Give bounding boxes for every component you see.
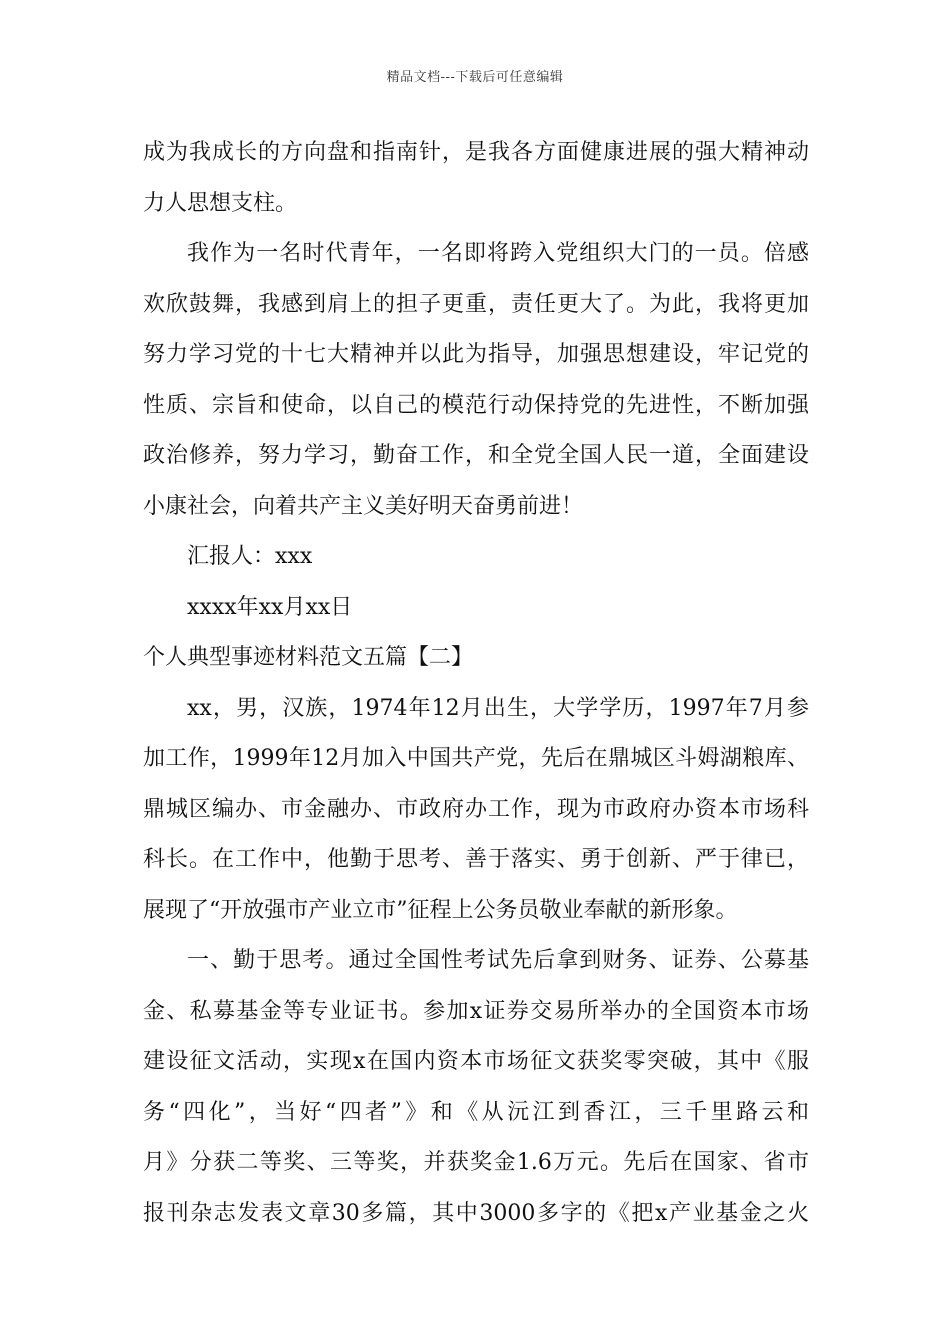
body-line: xx，男，汉族，1974年12月出生，大学学历，1997年7月参 [187, 695, 809, 721]
document-body [143, 128, 809, 1239]
signature-reporter: 汇报人：xxx [187, 544, 313, 569]
section-heading: 个人典型事迹材料范文五篇【二】 [143, 645, 474, 670]
page-header: 精品文档---下载后可任意编辑 [386, 70, 564, 85]
body-line: 报刊杂志发表文章30多篇，其中3000多字的《把x产业基金之火 [143, 1200, 809, 1226]
body-line: 小康社会，向着共产主义美好明天奋勇前进！ [143, 493, 584, 519]
body-line: 加工作，1999年12月加入中国共产党，先后在鼎城区斗姆湖粮库、 [143, 746, 809, 771]
body-line: 我作为一名时代青年，一名即将跨入党组织大门的一员。倍感 [187, 241, 809, 266]
body-line: 金、私募基金等专业证书。参加x证券交易所举办的全国资本市场 [143, 998, 809, 1024]
body-line: 展现了“开放强市产业立市”征程上公务员敬业奉献的新形象。 [143, 897, 738, 923]
body-line: 欢欣鼓舞，我感到肩上的担子更重，责任更大了。为此，我将更加 [143, 291, 809, 317]
body-line: 性质、宗旨和使命，以自己的模范行动保持党的先进性，不断加强 [143, 392, 809, 418]
body-line: 科长。在工作中，他勤于思考、善于落实、勇于创新、严于律已， [143, 847, 809, 872]
body-line: 务“四化”，当好“四者”》和《从沅江到香江，三千里路云和 [143, 1099, 809, 1125]
body-line: 月》分获二等奖、三等奖，并获奖金1.6万元。先后在国家、省市 [143, 1150, 809, 1175]
signature-date: xxxx年xx月xx日 [187, 594, 353, 620]
body-line: 一、勤于思考。通过全国性考试先后拿到财务、证券、公募基 [187, 948, 809, 973]
body-line: 鼎城区编办、市金融办、市政府办工作，现为市政府办资本市场科 [143, 796, 809, 822]
body-line: 成为我成长的方向盘和指南针，是我各方面健康进展的强大精神动 [143, 140, 809, 165]
body-line: 建设征文活动，实现x在国内资本市场征文获奖零突破，其中《服 [143, 1049, 809, 1074]
body-line: 努力学习党的十七大精神并以此为指导，加强思想建设，牢记党的 [143, 342, 809, 367]
body-line: 力人思想支柱。 [143, 190, 298, 216]
body-line: 政治修养，努力学习，勤奋工作，和全党全国人民一道，全面建设 [143, 443, 809, 468]
